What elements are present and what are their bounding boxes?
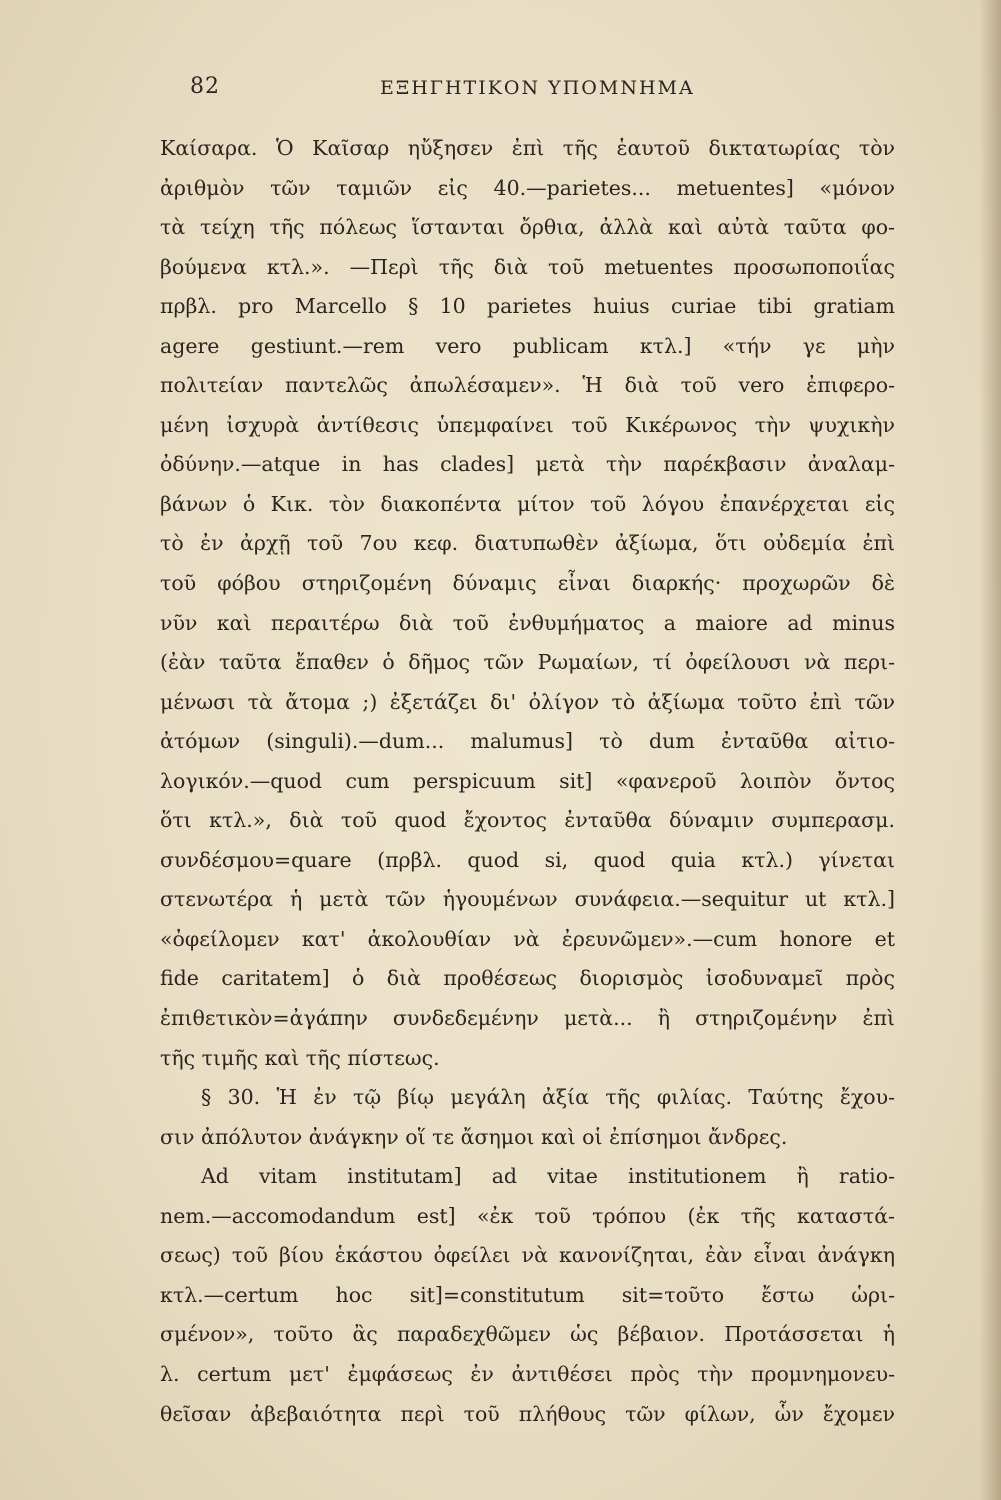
text-line: μένωσι τὰ ἄτομα ;) ἐξετάζει δι' ὀλίγον τὸ ἀξίωμα τοῦτο ἐπὶ τῶν xyxy=(160,689,895,714)
text-line: «ὀφείλομεν κατ' ἀκολουθίαν νὰ ἐρευνῶμεν».—cum honore et xyxy=(160,926,895,951)
text-line: κτλ.—certum hoc sit]=constitutum sit=τοῦτο ἔστω ὡρι- xyxy=(160,1282,895,1307)
text-line: τοῦ φόβου στηριζομένη δύναμις εἶναι διαρκής· προχωρῶν δὲ xyxy=(160,571,895,596)
text-line: σιν ἀπόλυτον ἀνάγκην οἵ τε ἄσημοι καὶ οἱ ἐπίσημοι ἄνδρες. xyxy=(160,1124,788,1149)
text-line: στενωτέρα ἡ μετὰ τῶν ἡγουμένων συνάφεια.—sequitur ut κτλ.] xyxy=(160,887,895,912)
text-line: ὀδύνην.—atque in has clades] μετὰ τὴν παρέκβασιν ἀναλαμ- xyxy=(160,452,895,477)
text-line: πολιτείαν παντελῶς ἀπωλέσαμεν». Ἡ διὰ τοῦ vero ἐπιφερο- xyxy=(160,373,895,398)
text-line: agere gestiunt.—rem vero publicam κτλ.] «τήν γε μὴν xyxy=(160,333,895,358)
text-line: βούμενα κτλ.». —Περὶ τῆς διὰ τοῦ metuentes προσωποποιΐας xyxy=(160,254,895,279)
text-line: τῆς τιμῆς καὶ τῆς πίστεως. xyxy=(160,1045,440,1070)
text-line: πρβλ. pro Marcello § 10 parietes huius curiae tibi gratiam xyxy=(160,294,895,319)
running-title: ΕΞΗΓΗΤΙΚΟΝ ΥΠΟΜΝΗΜΑ xyxy=(380,77,695,99)
text-line: μένη ἰσχυρὰ ἀντίθεσις ὑπεμφαίνει τοῦ Κικέρωνος τὴν ψυχικὴν xyxy=(160,412,895,437)
section-heading-line: § 30. Ἡ ἐν τῷ βίῳ μεγάλη ἀξία τῆς φιλίας. Ταύτης ἔχου- xyxy=(201,1085,895,1110)
text-line: θεῖσαν ἀβεβαιότητα περὶ τοῦ πλήθους τῶν φίλων, ὧν ἔχομεν xyxy=(160,1401,895,1426)
page-number: 82 xyxy=(190,74,220,99)
text-line: ἀτόμων (singuli).—dum... malumus] τὸ dum ἐνταῦθα αἰτιο- xyxy=(160,729,895,754)
text-line: (ἐὰν ταῦτα ἔπαθεν ὁ δῆμος τῶν Ρωμαίων, τί ὀφείλουσι νὰ περι- xyxy=(160,650,895,675)
text-line: σεως) τοῦ βίου ἑκάστου ὀφείλει νὰ κανονίζηται, ἐὰν εἶναι ἀνάγκη xyxy=(160,1243,895,1268)
page-edge-shadow xyxy=(979,0,1001,1500)
text-line: ἐπιθετικὸν=ἀγάπην συνδεδεμένην μετὰ... ἢ στηριζομένην ἐπὶ xyxy=(160,1006,895,1031)
text-line: nem.—accomodandum est] «ἐκ τοῦ τρόπου (ἐκ τῆς καταστά- xyxy=(160,1203,895,1228)
text-line: λογικόν.—quod cum perspicuum sit] «φανεροῦ λοιπὸν ὄντος xyxy=(160,768,895,793)
text-line: ὅτι κτλ.», διὰ τοῦ quod ἔχοντος ἐνταῦθα δύναμιν συμπερασμ. xyxy=(160,808,895,833)
page-header xyxy=(190,74,890,114)
text-line: σμένον», τοῦτο ἂς παραδεχθῶμεν ὡς βέβαιον. Προτάσσεται ἡ xyxy=(160,1322,895,1347)
text-line: τὰ τείχη τῆς πόλεως ἵστανται ὄρθια, ἀλλὰ καὶ αὐτὰ ταῦτα φο- xyxy=(160,215,895,240)
text-line: Καίσαρα. Ὁ Καῖσαρ ηὔξησεν ἐπὶ τῆς ἑαυτοῦ δικτατωρίας τὸν xyxy=(160,136,895,160)
text-line: Ad vitam institutam] ad vitae institutionem ἢ ratio- xyxy=(201,1164,895,1189)
text-line: ἀριθμὸν τῶν ταμιῶν εἰς 40.—parietes... metuentes] «μόνον xyxy=(160,175,895,200)
text-line: τὸ ἐν ἀρχῇ τοῦ 7ου κεφ. διατυπωθὲν ἀξίωμα, ὅτι οὐδεμία ἐπὶ xyxy=(160,531,895,556)
commentary-text xyxy=(160,129,895,1434)
text-line: βάνων ὁ Κικ. τὸν διακοπέντα μίτον τοῦ λόγου ἐπανέρχεται εἰς xyxy=(160,491,895,516)
text-line: συνδέσμου=quare (πρβλ. quod si, quod quia κτλ.) γίνεται xyxy=(160,847,895,872)
text-line: fide caritatem] ὁ διὰ προθέσεως διορισμὸς ἰσοδυναμεῖ πρὸς xyxy=(160,966,895,991)
text-line: λ. certum μετ' ἐμφάσεως ἐν ἀντιθέσει πρὸς τὴν προμνημονευ- xyxy=(160,1361,895,1386)
text-line: νῦν καὶ περαιτέρω διὰ τοῦ ἐνθυμήματος a maiore ad minus xyxy=(160,610,895,635)
